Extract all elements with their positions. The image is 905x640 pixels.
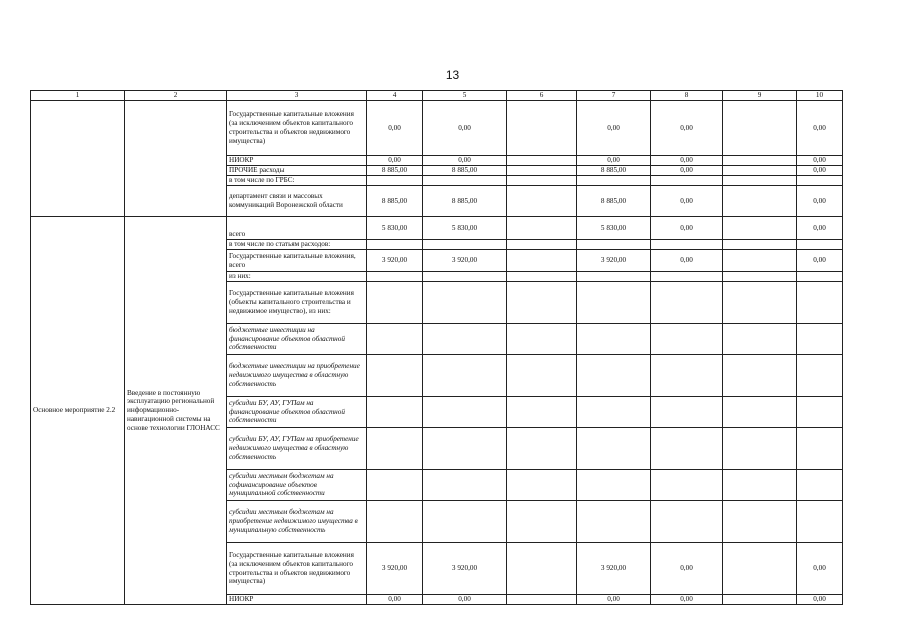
value-cell <box>507 324 577 355</box>
value-cell: 0,00 <box>651 186 723 217</box>
value-cell <box>507 250 577 272</box>
value-cell <box>723 595 797 605</box>
row-label: Государственные капитальные вложения, всего <box>227 250 367 272</box>
value-cell <box>507 186 577 217</box>
value-cell: 0,00 <box>577 101 651 156</box>
value-cell <box>651 470 723 501</box>
value-cell <box>651 282 723 324</box>
value-cell: 5 830,00 <box>367 217 423 240</box>
row-label: Государственные капитальные вложения (за исключением объектов капитального строительства и объектов недвижимого имущества) <box>227 543 367 595</box>
value-cell <box>723 470 797 501</box>
value-cell <box>367 324 423 355</box>
value-cell <box>651 428 723 470</box>
header-cell: 10 <box>797 91 843 101</box>
value-cell <box>423 501 507 543</box>
value-cell: 8 885,00 <box>367 166 423 176</box>
value-cell: 0,00 <box>651 543 723 595</box>
row-label: всего <box>227 217 367 240</box>
value-cell <box>423 176 507 186</box>
value-cell <box>723 543 797 595</box>
value-cell <box>797 272 843 282</box>
value-cell <box>577 272 651 282</box>
value-cell <box>651 397 723 428</box>
value-cell: 0,00 <box>797 101 843 156</box>
value-cell <box>723 428 797 470</box>
value-cell <box>797 240 843 250</box>
header-row <box>31 91 843 101</box>
value-cell: 0,00 <box>577 156 651 166</box>
row-label: департамент связи и массовых коммуникаций Воронежской области <box>227 186 367 217</box>
value-cell <box>423 355 507 397</box>
value-cell <box>507 156 577 166</box>
value-cell <box>507 101 577 156</box>
value-cell: 0,00 <box>651 166 723 176</box>
value-cell <box>723 217 797 240</box>
row-label: в том числе по ГРБС: <box>227 176 367 186</box>
value-cell <box>651 240 723 250</box>
value-cell <box>367 355 423 397</box>
row-label: Государственные капитальные вложения (за исключением объектов капитального строительства и объектов недвижимого имущества) <box>227 101 367 156</box>
value-cell <box>367 501 423 543</box>
value-cell <box>723 282 797 324</box>
row-label: бюджетные инвестиции на финансирование объектов областной собственности <box>227 324 367 355</box>
row-label: Государственные капитальные вложения (объекты капитального строительства и недвижимое имущество), из них: <box>227 282 367 324</box>
budget-table <box>30 90 843 605</box>
measure-description-cell: Введение в постоянную эксплуатацию региональной информационно-навигационной системы на основе технологии ГЛОНАСС <box>125 217 227 605</box>
value-cell <box>507 397 577 428</box>
row-label: НИОКР <box>227 595 367 605</box>
value-cell <box>797 501 843 543</box>
value-cell: 0,00 <box>651 101 723 156</box>
value-cell <box>797 324 843 355</box>
value-cell <box>423 428 507 470</box>
value-cell <box>723 176 797 186</box>
value-cell <box>507 282 577 324</box>
value-cell <box>577 176 651 186</box>
row-label: в том числе по статьям расходов: <box>227 240 367 250</box>
value-cell <box>651 272 723 282</box>
value-cell <box>723 240 797 250</box>
value-cell <box>577 355 651 397</box>
value-cell: 0,00 <box>651 250 723 272</box>
header-cell: 2 <box>125 91 227 101</box>
value-cell <box>367 176 423 186</box>
value-cell: 0,00 <box>797 595 843 605</box>
value-cell <box>507 595 577 605</box>
value-cell <box>507 166 577 176</box>
value-cell <box>507 217 577 240</box>
header-cell: 7 <box>577 91 651 101</box>
value-cell <box>723 166 797 176</box>
measure-description-cell <box>125 101 227 217</box>
value-cell <box>367 470 423 501</box>
value-cell <box>797 397 843 428</box>
row-label: субсидии БУ, АУ, ГУПам на финансирование объектов областной собственности <box>227 397 367 428</box>
value-cell <box>577 428 651 470</box>
value-cell <box>723 272 797 282</box>
value-cell <box>507 470 577 501</box>
value-cell: 5 830,00 <box>423 217 507 240</box>
value-cell <box>367 240 423 250</box>
value-cell <box>507 501 577 543</box>
value-cell: 3 920,00 <box>577 250 651 272</box>
value-cell <box>723 101 797 156</box>
value-cell: 0,00 <box>367 101 423 156</box>
value-cell <box>507 428 577 470</box>
value-cell <box>723 250 797 272</box>
value-cell: 0,00 <box>797 250 843 272</box>
row-label: субсидии местным бюджетам на приобретение недвижимого имущества в муниципальную собственность <box>227 501 367 543</box>
value-cell: 0,00 <box>797 217 843 240</box>
measure-name-cell: Основное мероприятие 2.2 <box>31 217 125 605</box>
value-cell <box>723 156 797 166</box>
value-cell: 0,00 <box>423 595 507 605</box>
value-cell: 0,00 <box>367 156 423 166</box>
value-cell: 0,00 <box>651 595 723 605</box>
page-number: 13 <box>445 68 460 82</box>
value-cell <box>367 272 423 282</box>
value-cell <box>507 240 577 250</box>
value-cell: 0,00 <box>797 166 843 176</box>
value-cell: 8 885,00 <box>577 166 651 176</box>
value-cell <box>723 355 797 397</box>
value-cell: 3 920,00 <box>423 543 507 595</box>
row-label: ПРОЧИЕ расходы <box>227 166 367 176</box>
header-cell: 3 <box>227 91 367 101</box>
value-cell: 0,00 <box>651 156 723 166</box>
value-cell <box>507 543 577 595</box>
value-cell <box>797 176 843 186</box>
value-cell <box>367 428 423 470</box>
row-label: субсидии БУ, АУ, ГУПам на приобретение недвижимого имущества в областную собственность <box>227 428 367 470</box>
row-label: субсидии местным бюджетам на софинансирование объектов муниципальной собственности <box>227 470 367 501</box>
value-cell <box>507 272 577 282</box>
value-cell <box>423 324 507 355</box>
value-cell: 3 920,00 <box>577 543 651 595</box>
header-cell: 5 <box>423 91 507 101</box>
value-cell <box>651 176 723 186</box>
value-cell <box>423 397 507 428</box>
value-cell: 8 885,00 <box>577 186 651 217</box>
value-cell <box>797 428 843 470</box>
row-label: НИОКР <box>227 156 367 166</box>
table-row <box>31 101 843 156</box>
value-cell <box>577 324 651 355</box>
header-cell: 8 <box>651 91 723 101</box>
value-cell <box>723 324 797 355</box>
value-cell <box>423 282 507 324</box>
header-cell: 1 <box>31 91 125 101</box>
value-cell: 8 885,00 <box>367 186 423 217</box>
value-cell <box>651 355 723 397</box>
value-cell: 3 920,00 <box>367 250 423 272</box>
value-cell <box>577 282 651 324</box>
value-cell <box>723 501 797 543</box>
value-cell: 0,00 <box>423 101 507 156</box>
value-cell <box>367 282 423 324</box>
value-cell <box>651 501 723 543</box>
value-cell <box>423 240 507 250</box>
value-cell <box>577 470 651 501</box>
row-label: из них: <box>227 272 367 282</box>
value-cell: 0,00 <box>423 156 507 166</box>
value-cell: 0,00 <box>651 217 723 240</box>
value-cell <box>723 397 797 428</box>
value-cell <box>367 397 423 428</box>
value-cell: 0,00 <box>367 595 423 605</box>
value-cell <box>797 470 843 501</box>
value-cell: 0,00 <box>797 543 843 595</box>
value-cell <box>577 501 651 543</box>
value-cell: 0,00 <box>577 595 651 605</box>
value-cell <box>507 176 577 186</box>
value-cell <box>723 186 797 217</box>
value-cell: 0,00 <box>797 186 843 217</box>
value-cell <box>577 240 651 250</box>
value-cell <box>797 355 843 397</box>
value-cell <box>577 397 651 428</box>
value-cell: 8 885,00 <box>423 166 507 176</box>
header-cell: 9 <box>723 91 797 101</box>
value-cell: 5 830,00 <box>577 217 651 240</box>
header-cell: 4 <box>367 91 423 101</box>
value-cell <box>423 272 507 282</box>
value-cell: 3 920,00 <box>367 543 423 595</box>
value-cell: 8 885,00 <box>423 186 507 217</box>
value-cell <box>651 324 723 355</box>
header-cell: 6 <box>507 91 577 101</box>
measure-name-cell <box>31 101 125 217</box>
value-cell <box>797 282 843 324</box>
value-cell <box>507 355 577 397</box>
value-cell: 3 920,00 <box>423 250 507 272</box>
row-label: бюджетные инвестиции на приобретение недвижимого имущества в областную собственность <box>227 355 367 397</box>
table-row <box>31 217 843 240</box>
value-cell <box>423 470 507 501</box>
value-cell: 0,00 <box>797 156 843 166</box>
